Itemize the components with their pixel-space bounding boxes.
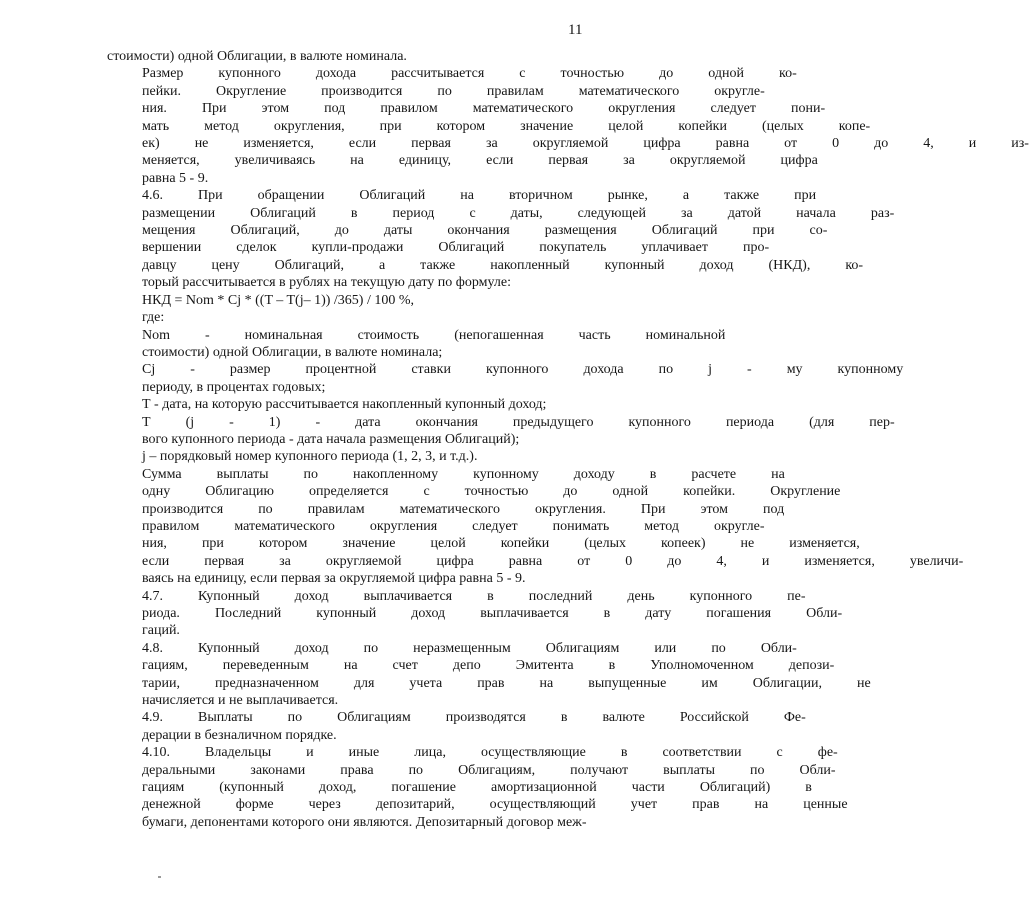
text-line: торый рассчитывается в рублях на текущую дату по формуле: [142, 275, 511, 291]
paragraph-4-9 [107, 709, 806, 744]
text-line: давцу цену Облигаций, а также накопленный купонный доход (НКД), ко- [142, 257, 864, 273]
definition-j [107, 448, 587, 465]
formula-where-label [107, 309, 587, 326]
paragraph-4-7 [107, 588, 843, 640]
text-line: если первая за округляемой цифра равна от 0 до 4, и изменяется, увеличи- [142, 553, 964, 569]
text-line: где: [142, 310, 165, 326]
paragraph-4-10 [107, 744, 848, 831]
text-line: ния. При этом под правилом математического округления следует пони- [142, 101, 826, 117]
text-line: ния, при котором значение целой копейки (целых копеек) не изменяется, [142, 536, 860, 552]
text-line: мать метод округления, при котором значение целой копейки (целых копе- [142, 118, 871, 134]
text-line: 4.8. Купонный доход по неразмещенным Облигациям или по Обли- [142, 640, 797, 656]
text-line: гациям, переведенным на счет депо Эмитента в Уполномоченном депози- [142, 658, 835, 674]
text-line: вого купонного периода - дата начала размещения Облигаций); [142, 431, 520, 447]
text-line: правилом математического округления следует понимать метод округле- [142, 518, 765, 534]
text-line: 4.7. Купонный доход выплачивается в последний день купонного пе- [142, 588, 806, 604]
paragraph-continuation [107, 48, 587, 65]
text-line: равна 5 - 9. [142, 170, 209, 186]
text-line: ек) не изменяется, если первая за округляемой цифра равна от 0 до 4, и из- [142, 136, 1029, 152]
text-line: ваясь на единицу, если первая за округляемой цифра равна 5 - 9. [142, 571, 526, 587]
paragraph-4-6 [107, 187, 895, 291]
text-line: периоду, в процентах годовых; [142, 379, 326, 395]
text-line: производится по правилам математического округления. При этом под [142, 501, 785, 517]
text-line: гаций. [142, 623, 180, 639]
page-number: 11 [568, 22, 583, 38]
text-line: 4.6. При обращении Облигаций на вторичном рынке, а также при [142, 188, 817, 204]
text-line: начисляется и не выплачивается. [142, 693, 339, 709]
definition-nom [107, 327, 726, 362]
definition-cj [107, 361, 904, 396]
document-body [107, 48, 1029, 831]
scan-mark [158, 876, 161, 878]
text-line: денежной форме через депозитарий, осуществляющий учет прав на ценные [142, 797, 848, 813]
definition-t [107, 396, 587, 413]
text-line: 4.9. Выплаты по Облигациям производятся в валюте Российской Фе- [142, 710, 806, 726]
text-line: бумаги, депонентами которого они являются. Депозитарный договор меж- [142, 814, 587, 830]
text-line: риода. Последний купонный доход выплачивается в дату погашения Обли- [142, 606, 843, 621]
text-line: стоимости) одной Облигации, в валюте номинала. [107, 49, 407, 64]
definition-t-j-1 [107, 414, 895, 449]
text-line: Размер купонного дохода рассчитывается с точностью до одной ко- [142, 66, 797, 82]
text-line: Т (j - 1) - дата окончания предыдущего купонного периода (для пер- [142, 414, 895, 430]
text-line: 4.10. Владельцы и иные лица, осуществляющие в соответствии с фе- [142, 745, 838, 761]
text-line: мещения Облигаций, до даты окончания размещения Облигаций при со- [142, 223, 828, 239]
formula-nkd [107, 292, 587, 309]
text-line: одну Облигацию определяется с точностью до одной копейки. Округление [142, 484, 841, 500]
paragraph-nkd-rounding [107, 466, 964, 588]
paragraph-4-8 [107, 640, 871, 710]
text-line: j – порядковый номер купонного периода (1, 2, 3, и т.д.). [142, 449, 478, 465]
text-line: дерации в безналичном порядке. [142, 727, 337, 743]
text-line: Cj - размер процентной ставки купонного дохода по j - му купонному [142, 362, 904, 378]
text-line: Сумма выплаты по накопленному купонному доходу в расчете на [142, 466, 785, 482]
text-line: пейки. Округление производится по правилам математического округле- [142, 83, 765, 99]
text-line: меняется, увеличиваясь на единицу, если первая за округляемой цифра [142, 153, 818, 169]
text-line: Nom - номинальная стоимость (непогашенная часть номинальной [142, 327, 726, 343]
text-line: деральными законами права по Облигациям, получают выплаты по Обли- [142, 762, 836, 778]
text-line: размещении Облигаций в период с даты, следующей за датой начала раз- [142, 205, 895, 221]
text-line: гациям (купонный доход, погашение амортизационной части Облигаций) в [142, 780, 812, 796]
text-line: Т - дата, на которую рассчитывается накопленный купонный доход; [142, 397, 547, 413]
text-line: НКД = Nom * Cj * ((T – T(j– 1)) /365) / 100 %, [142, 292, 415, 308]
paragraph-kopek-rounding [107, 65, 1029, 187]
text-line: стоимости) одной Облигации, в валюте номинала; [142, 344, 443, 360]
text-line: вершении сделок купли-продажи Облигаций покупатель уплачивает про- [142, 240, 770, 256]
text-line: тарии, предназначенном для учета прав на выпущенные им Облигации, не [142, 675, 871, 691]
